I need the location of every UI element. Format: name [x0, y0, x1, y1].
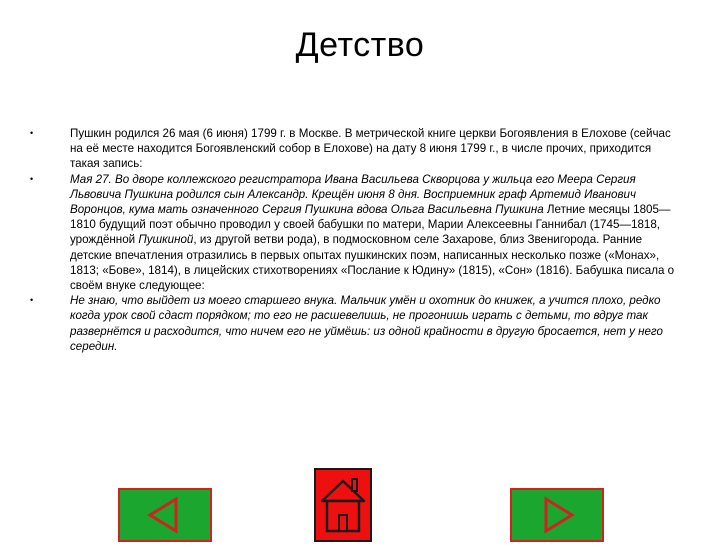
bullet-text-part: Летние месяцы 1805—1810 будущий поэт обычно проводил у своей бабушки по матери, Марии Алексеевны Ганнибал (1745—1818, урождённой	[70, 203, 671, 247]
bullet-mark: •	[30, 128, 34, 138]
bullet-text-part: Мая 27. Во дворе коллежского регистратора Ивана Васильева Скворцова у жильца его Меера Сергия Львовича Пушкина родился сын Александр. Крещён июня 8 дня. Восприемник граф Артемид Иванович Воронцов, кума мать означенного Сергия Пушкина вдова Ольга Васильевна Пушкина	[70, 172, 636, 217]
house-icon	[316, 470, 370, 540]
bullet-item	[30, 293, 682, 354]
home-button[interactable]	[314, 468, 372, 542]
next-slide-button[interactable]	[510, 488, 604, 542]
previous-slide-button[interactable]	[118, 488, 212, 542]
slide-title: Детство	[295, 26, 425, 64]
bullet-item	[30, 126, 682, 172]
bullet-text-part: Пушкиной	[138, 233, 194, 247]
bullet-text-part: Не знаю, что выйдет из моего старшего внука. Мальчик умён и охотник до книжек, а учится плохо, редко когда урок свой сдаст порядком; то его не расшевелишь, не прогонишь играть с детьми, то вдруг так развернётся и расходится, что ничем его не уймёшь: из одной крайности в другую бросается, нет у него середин.	[70, 294, 663, 353]
bullet-item	[30, 172, 682, 294]
bullet-text-part: , из другой ветви рода), в подмосковном селе Захарове, близ Звенигорода. Ранние детские впечатления отразились в первых опытах пушкинских поэм, написанных несколько позже («Монах», 1813; «Бове», 1814), в лицейских стихотворениях «Послание к Юдину» (1815), «Сон» (1816). Бабушка писала о своём внуке следующее:	[70, 233, 675, 293]
bullet-text-part: Пушкин родился 26 мая (6 июня) 1799 г. в Москве. В метрической книге церкви Богоявления в Елохове (сейчас на её месте находится Богоявленский собор в Елохове) на дату 8 июня 1799 г., в числе прочих, приходится такая запись:	[70, 127, 671, 171]
bullet-mark: •	[30, 173, 34, 184]
triangle-right-icon	[512, 490, 602, 540]
bullet-text	[70, 126, 682, 172]
bullet-mark: •	[30, 295, 34, 306]
bullet-text	[70, 172, 682, 294]
slide-content	[30, 126, 682, 354]
bullet-text	[70, 293, 682, 354]
triangle-left-icon	[120, 490, 210, 540]
